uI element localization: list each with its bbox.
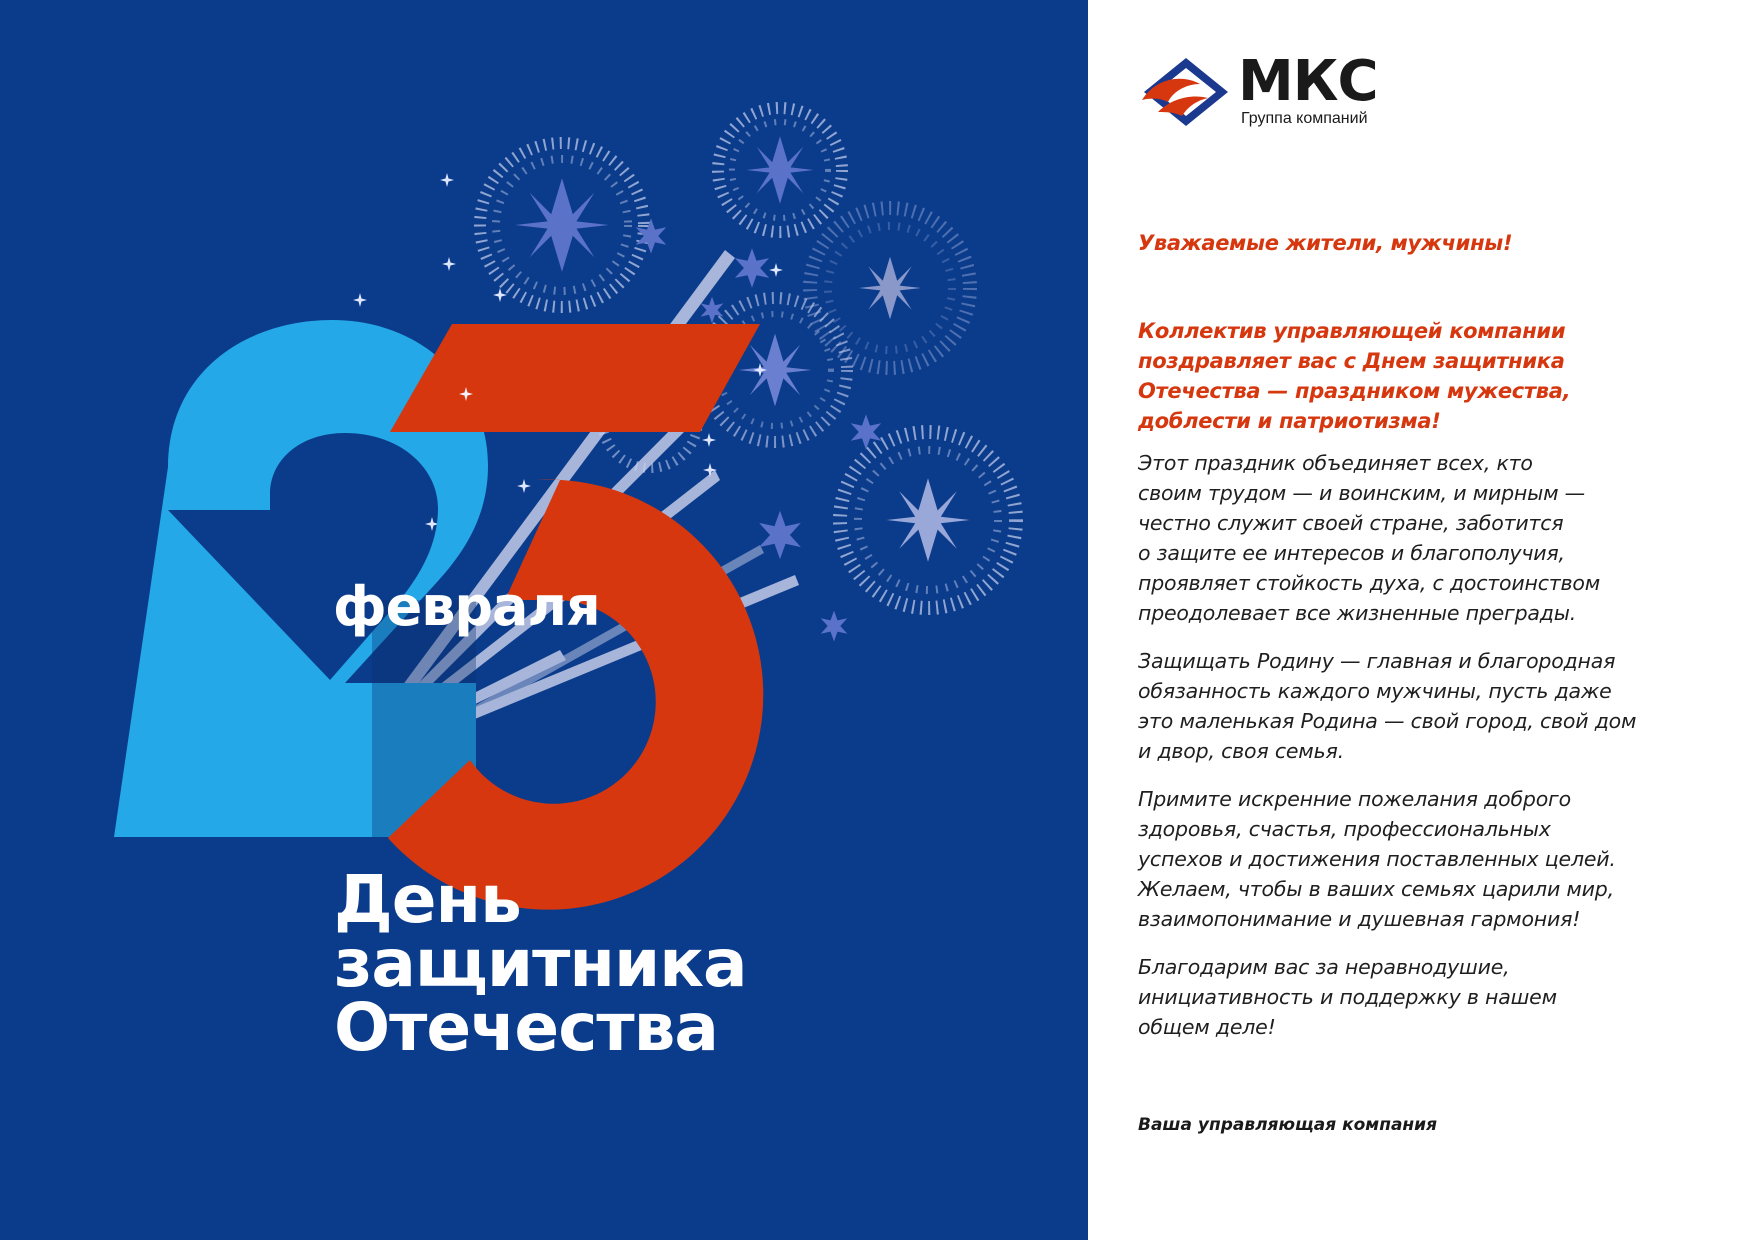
letter-paragraph-4 <box>1138 952 1718 1042</box>
letter-panel <box>1088 0 1754 1240</box>
logo-subtitle: Группа компаний <box>1241 110 1368 127</box>
letter-paragraph-3 <box>1138 784 1718 934</box>
firework-burst <box>718 108 842 232</box>
paragraph-line: и двор, своя семья. <box>1138 739 1344 763</box>
letter-lead <box>1138 316 1718 436</box>
letter-paragraph-1 <box>1138 448 1718 628</box>
paragraph-line: своим трудом — и воинским, и мирным — <box>1138 481 1585 505</box>
holiday-title-line-2: защитника <box>334 925 747 1002</box>
paragraph-line: это маленькая Родина — свой город, свой дом <box>1138 709 1637 733</box>
letter-signature: Ваша управляющая компания <box>1138 1115 1437 1135</box>
lead-line: Отечества — праздником мужества, <box>1138 379 1571 403</box>
holiday-title-line-3: Отечества <box>334 989 718 1066</box>
paragraph-line: инициативность и поддержку в нашем <box>1138 985 1557 1009</box>
paragraph-line: обязанность каждого мужчины, пусть даже <box>1138 679 1612 703</box>
paragraph-line: Защищать Родину — главная и благородная <box>1138 649 1616 673</box>
date-month: февраля <box>333 575 600 638</box>
firework-burst <box>810 208 970 368</box>
paragraph-line: проявляет стойкость духа, с достоинством <box>1138 571 1601 595</box>
paragraph-line: Примите искренние пожелания доброго <box>1138 787 1571 811</box>
paragraph-line: Желаем, чтобы в ваших семьях царили мир, <box>1138 877 1614 901</box>
paragraph-line: здоровья, счастья, профессиональных <box>1138 817 1551 841</box>
letter-body <box>1138 228 1718 1060</box>
letter-greeting: Уважаемые жители, мужчины! <box>1138 231 1513 255</box>
paragraph-line: честно служит своей стране, заботится <box>1138 511 1564 535</box>
paragraph-line: взаимопонимание и душевная гармония! <box>1138 907 1581 931</box>
lead-line: доблести и патриотизма! <box>1138 409 1441 433</box>
paragraph-line: Этот праздник объединяет всех, кто <box>1138 451 1533 475</box>
firework-burst <box>480 143 644 307</box>
paragraph-line: преодолевает все жизненные преграды. <box>1138 601 1577 625</box>
paragraph-line: общем деле! <box>1138 1015 1276 1039</box>
holiday-title <box>334 861 747 1066</box>
paragraph-line: успехов и достижения поставленных целей. <box>1138 847 1616 871</box>
logo-name: МКС <box>1238 49 1378 114</box>
firework-burst <box>840 432 1016 608</box>
letter-paragraph-2 <box>1138 646 1718 766</box>
lead-line: поздравляет вас с Днем защитника <box>1138 349 1565 373</box>
company-logo <box>1138 49 1398 134</box>
holiday-title-line-1: День <box>334 861 521 938</box>
paragraph-line: о защите ее интересов и благополучия, <box>1138 541 1565 565</box>
mks-logo-mark-icon <box>1138 54 1230 134</box>
paragraph-line: Благодарим вас за неравнодушие, <box>1138 955 1510 979</box>
lead-line: Коллектив управляющей компании <box>1138 319 1566 343</box>
